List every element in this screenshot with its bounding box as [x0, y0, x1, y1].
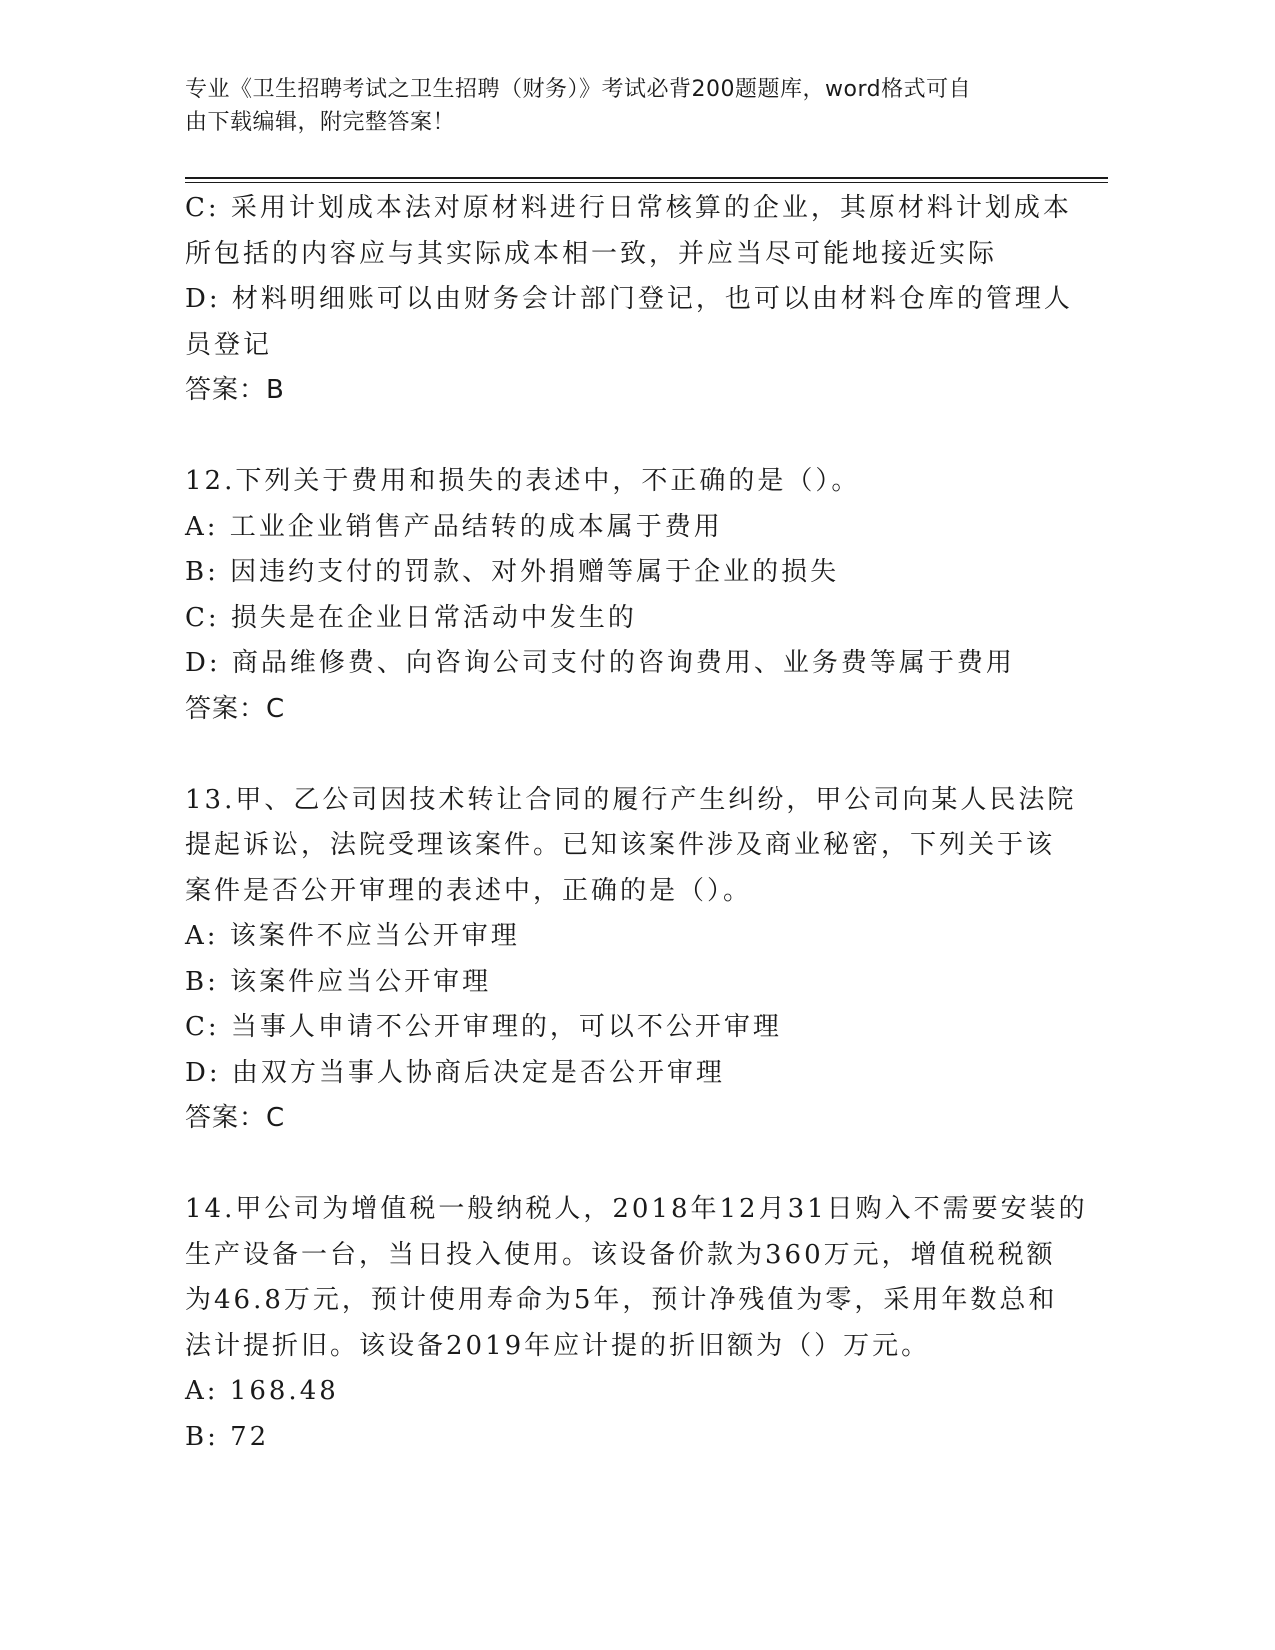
spacer [185, 414, 1085, 460]
header-title-line-1: 专业《卫生招聘考试之卫生招聘（财务）》考试必背200题题库，word格式可自 [185, 77, 972, 102]
q11-answer: 答案：B [185, 375, 285, 405]
header-title-line-2: 由下载编辑，附完整答案！ [185, 110, 456, 135]
question-12 [185, 459, 1085, 732]
q12-option-d: D: 商品维修费、向咨询公司支付的咨询费用、业务费等属于费用 [185, 648, 1015, 678]
q14-option-b: B: 72 [185, 1421, 270, 1452]
q12-answer: 答案：C [185, 693, 286, 724]
spacer [185, 732, 1085, 778]
q14-option-a: A: 168.48 [185, 1376, 339, 1406]
q14-stem-line-3: 为46.8万元，预计使用寿命为5年，预计净残值为零，采用年数总和 [185, 1285, 1058, 1315]
q14-stem-line-1: 14.甲公司为增值税一般纳税人，2018年12月31日购入不需要安装的 [185, 1194, 1088, 1224]
q11-option-d-line-1: D: 材料明细账可以由财务会计部门登记，也可以由材料仓库的管理人 [185, 284, 1073, 314]
q11-option-c-line-1: C: 采用计划成本法对原材料进行日常核算的企业，其原材料计划成本 [185, 193, 1072, 223]
document-body [185, 186, 1088, 1460]
header-divider-thick [185, 177, 1108, 179]
q13-answer: 答案：C [185, 1103, 286, 1133]
q13-option-b: B: 该案件应当公开审理 [185, 966, 492, 997]
q12-option-b: B: 因违约支付的罚款、对外捐赠等属于企业的损失 [185, 557, 840, 587]
q12-option-c: C: 损失是在企业日常活动中发生的 [185, 602, 637, 633]
spacer [185, 1142, 1085, 1188]
document-header [185, 73, 1065, 139]
question-13 [185, 778, 1085, 1142]
q12-option-a: A: 工业企业销售产品结转的成本属于费用 [185, 511, 723, 542]
q13-stem-line-3: 案件是否公开审理的表述中，正确的是（）。 [185, 875, 753, 906]
q13-stem-line-2: 提起诉讼，法院受理该案件。已知该案件涉及商业秘密，下列关于该 [185, 830, 1056, 860]
q13-stem-line-1: 13.甲、乙公司因技术转让合同的履行产生纠纷，甲公司向某人民法院 [185, 784, 1077, 815]
q11-option-d-line-2: 员登记 [185, 329, 273, 360]
q14-stem-line-4: 法计提折旧。该设备2019年应计提的折旧额为（）万元。 [185, 1330, 931, 1361]
header-divider-thin [185, 182, 1108, 183]
question-14 [185, 1187, 1088, 1460]
q13-option-d: D: 由双方当事人协商后决定是否公开审理 [185, 1057, 725, 1088]
q14-stem-line-2: 生产设备一台，当日投入使用。该设备价款为360万元，增值税税额 [185, 1239, 1056, 1270]
q13-option-a: A: 该案件不应当公开审理 [185, 921, 520, 951]
q11-option-c-line-2: 所包括的内容应与其实际成本相一致，并应当尽可能地接近实际 [185, 238, 998, 269]
q13-option-c: C: 当事人申请不公开审理的，可以不公开审理 [185, 1012, 782, 1042]
question-11 [185, 186, 1085, 414]
q12-stem: 12.下列关于费用和损失的表述中，不正确的是（）。 [185, 466, 861, 496]
